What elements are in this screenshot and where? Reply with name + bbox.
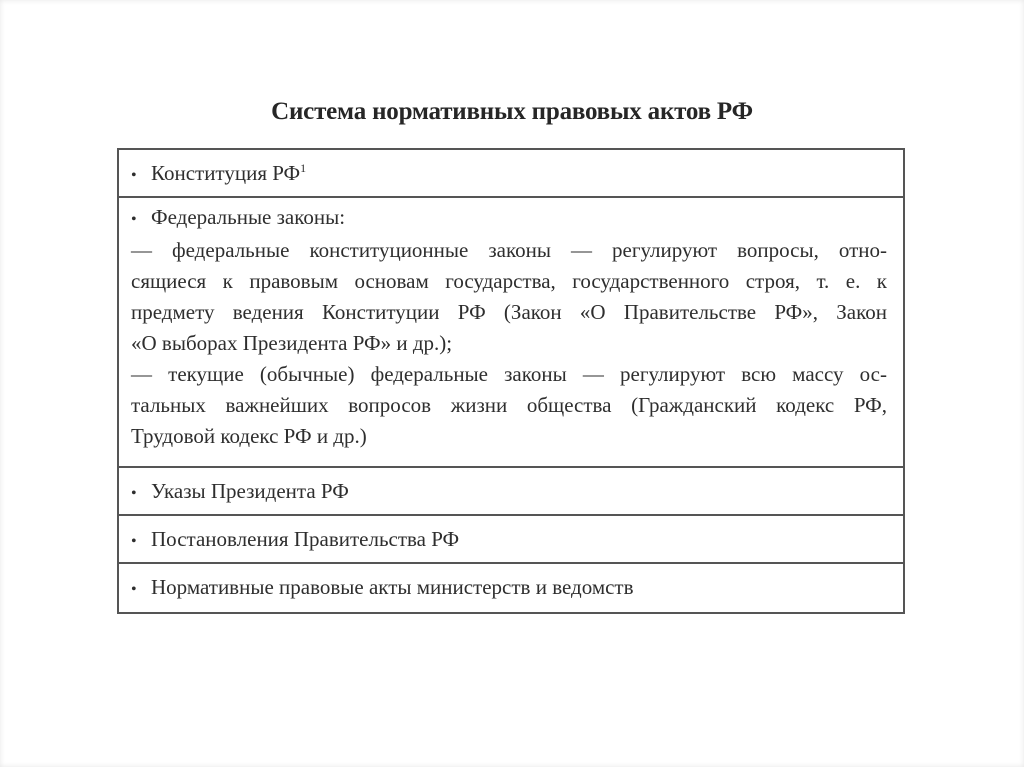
footnote-marker: 1 bbox=[300, 161, 307, 175]
row-government-resolutions bbox=[119, 516, 903, 564]
presidential-decrees-label: Указы Президента РФ bbox=[151, 479, 349, 503]
bullet-icon: • bbox=[131, 211, 137, 228]
row-ministry-acts bbox=[119, 564, 903, 612]
federal-laws-text-line: сящиеся к правовым основам государства, государственного строя, т. е. к bbox=[131, 269, 887, 293]
row-presidential-decrees bbox=[119, 468, 903, 516]
federal-laws-heading-line bbox=[131, 202, 887, 235]
row-constitution bbox=[119, 150, 903, 198]
row-federal-laws bbox=[119, 198, 903, 468]
federal-laws-text-line: тальных важнейших вопросов жизни общества (Гражданский кодекс РФ, bbox=[131, 393, 887, 417]
bullet-icon: • bbox=[131, 485, 137, 502]
government-resolutions-label: Постановления Правительства РФ bbox=[151, 527, 460, 551]
federal-laws-text-line: «О выборах Президента РФ» и др.); bbox=[131, 331, 453, 355]
federal-laws-text-line: — текущие (обычные) федеральные законы — регулируют всю массу ос- bbox=[131, 362, 887, 386]
federal-laws-text-line: предмету ведения Конституции РФ (Закон «О Правительстве РФ», Закон bbox=[131, 300, 887, 324]
federal-laws-heading: Федеральные законы: bbox=[151, 205, 346, 229]
federal-laws-text-line: — федеральные конституционные законы — регулируют вопросы, отно- bbox=[131, 238, 887, 262]
page-title: Система нормативных правовых актов РФ bbox=[271, 98, 753, 125]
federal-laws-text-line: Трудовой кодекс РФ и др.) bbox=[131, 424, 367, 448]
acts-table bbox=[117, 148, 905, 614]
constitution-label: Конституция РФ bbox=[151, 161, 301, 185]
bullet-icon: • bbox=[131, 167, 137, 184]
bullet-icon: • bbox=[131, 533, 137, 550]
bullet-icon: • bbox=[131, 581, 137, 598]
ministry-acts-label: Нормативные правовые акты министерств и ведомств bbox=[151, 575, 634, 599]
